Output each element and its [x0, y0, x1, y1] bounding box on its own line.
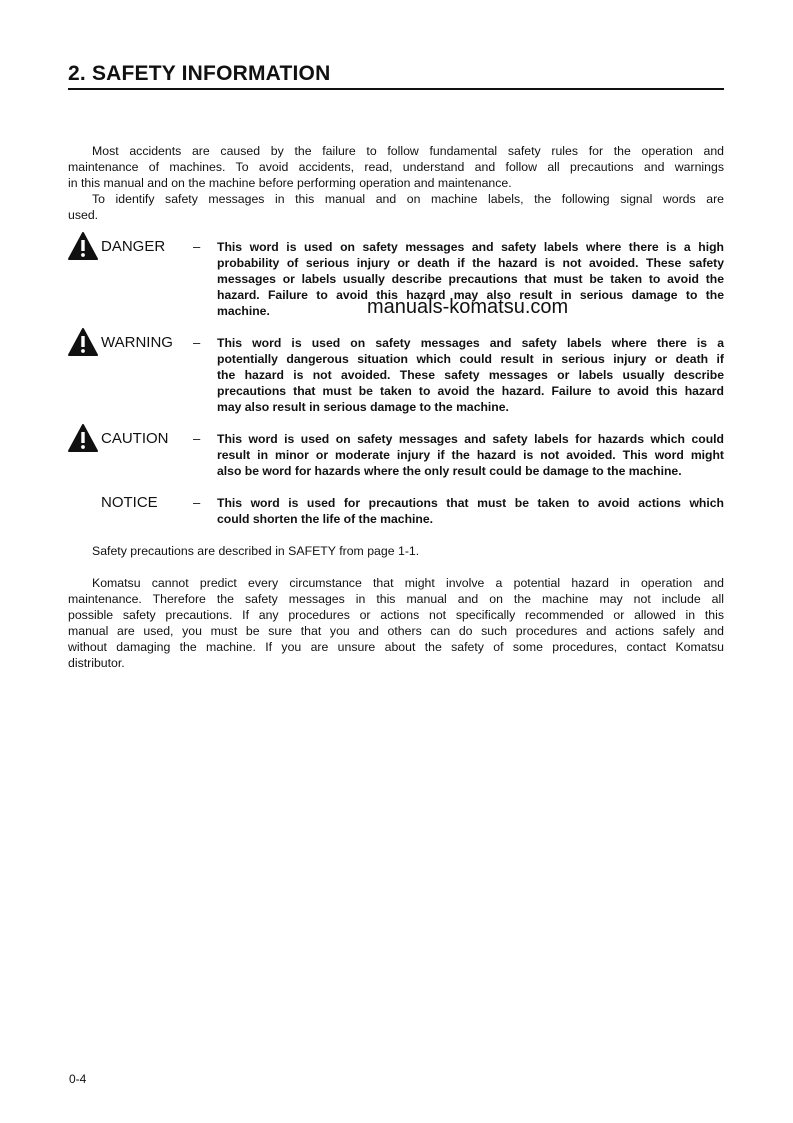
- dash: –: [193, 335, 201, 350]
- text-line: distributor.: [68, 656, 125, 670]
- text-line: the hazard is not avoided. These safety messages or labels usually describe: [217, 368, 724, 382]
- intro-paragraph-1: [68, 143, 724, 191]
- text-line: machine.: [217, 304, 270, 318]
- text-line: also be word for hazards where the only result could be damage to the machine.: [217, 464, 682, 478]
- text-line: potentially dangerous situation which could result in serious injury or death if: [217, 352, 724, 366]
- text-line: used.: [68, 208, 99, 222]
- text-line: may also result in serious damage to the machine.: [217, 400, 509, 414]
- text-line: without damaging the machine. If you are unsure about the safety of some procedures, contact Komatsu: [68, 640, 724, 654]
- page-title: 2. SAFETY INFORMATION: [68, 62, 331, 85]
- text-line: maintenance of machines. To avoid accidents, read, understand and follow all precautions and warnings: [68, 160, 724, 174]
- warning-triangle-icon: [68, 232, 98, 260]
- notice-description: [217, 495, 724, 527]
- text-line: This word is used on safety messages and safety labels where there is a high: [217, 240, 724, 254]
- text-line: messages or labels usually describe precautions that must be taken to avoid the: [217, 272, 724, 286]
- reference-paragraph: [68, 543, 724, 559]
- text-line: result in minor or moderate injury if the hazard is not avoided. This word might: [217, 448, 724, 462]
- signal-word-warning: WARNING: [101, 334, 173, 351]
- signal-word-danger: DANGER: [101, 238, 166, 255]
- text-line: Komatsu cannot predict every circumstance that might involve a potential hazard in operation and: [92, 576, 724, 590]
- warning-triangle-icon: [68, 328, 98, 356]
- warning-triangle-icon: [68, 424, 98, 452]
- title-underline: [68, 88, 724, 90]
- text-line: This word is used on safety messages and safety labels where there is a: [217, 336, 724, 350]
- closing-paragraph: [68, 575, 724, 671]
- warning-description: [217, 335, 724, 415]
- text-line: This word is used on safety messages and safety labels for hazards which could: [217, 432, 724, 446]
- page-number: 0-4: [69, 1072, 87, 1086]
- text-line: probability of serious injury or death if the hazard is not avoided. These safety: [217, 256, 724, 270]
- text-line: could shorten the life of the machine.: [217, 512, 434, 526]
- dash: –: [193, 431, 201, 446]
- text-line: possible safety precautions. If any procedures or actions not specifically recommended or allowed in this: [68, 608, 724, 622]
- signal-word-notice: NOTICE: [101, 494, 158, 511]
- text-line: in this manual and on the machine before performing operation and maintenance.: [68, 176, 512, 190]
- text-line: hazard. Failure to avoid this hazard may also result in serious damage to the: [217, 288, 724, 302]
- caution-description: [217, 431, 724, 479]
- text-line: Safety precautions are described in SAFETY from page 1-1.: [92, 544, 420, 558]
- text-line: precautions that must be taken to avoid the hazard. Failure to avoid this hazard: [217, 384, 724, 398]
- text-line: Most accidents are caused by the failure to follow fundamental safety rules for the operation and: [92, 144, 724, 158]
- dash: –: [193, 239, 201, 254]
- watermark: manuals-komatsu.com: [367, 296, 569, 318]
- dash: –: [193, 495, 201, 510]
- text-line: This word is used for precautions that must be taken to avoid actions which: [217, 496, 724, 510]
- intro-paragraph-2: [68, 191, 724, 223]
- text-line: To identify safety messages in this manual and on machine labels, the following signal words are: [92, 192, 724, 206]
- text-line: maintenance. Therefore the safety messages in this manual and on the machine may not include all: [68, 592, 724, 606]
- signal-word-caution: CAUTION: [101, 430, 169, 447]
- text-line: manual are used, you must be sure that you and others can do such procedures and actions safely and: [68, 624, 724, 638]
